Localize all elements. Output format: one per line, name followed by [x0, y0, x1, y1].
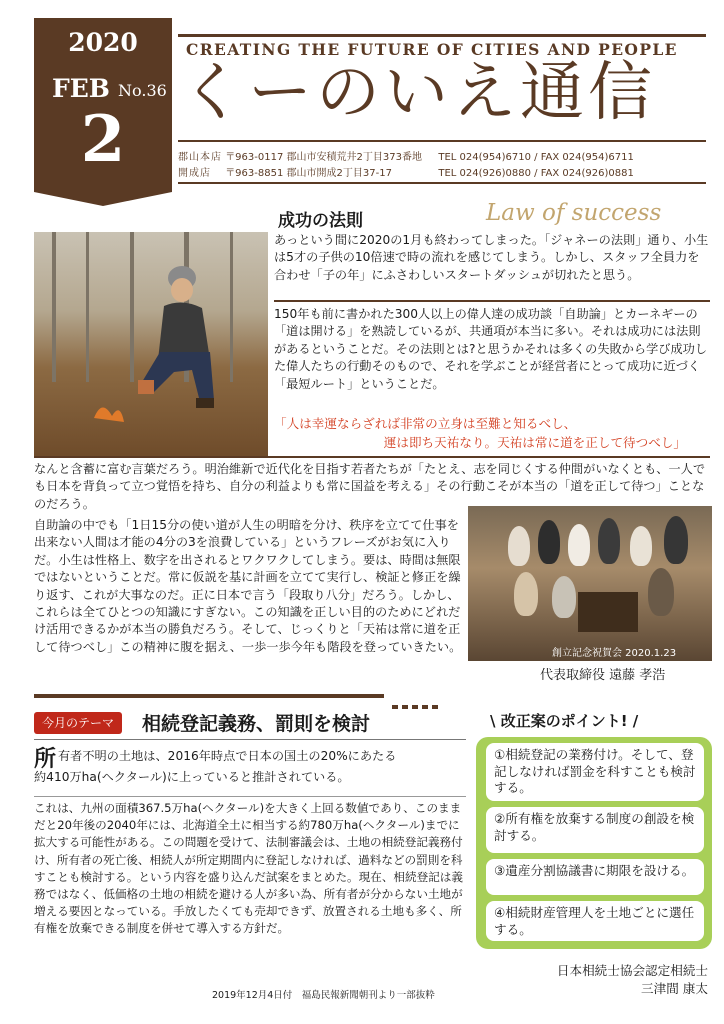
point-item: ④相続財産管理人を土地ごとに選任する。: [486, 901, 704, 941]
forest-photo: [34, 232, 268, 458]
issue-badge: [34, 18, 172, 192]
header-rule-middle: [178, 140, 706, 142]
office-address: 〒963-8851 郡山市開成2丁目37-17: [225, 168, 392, 179]
drop-cap: 所: [34, 747, 57, 772]
signer-credential: 日本相続士協会認定相続士: [556, 963, 708, 978]
section-divider: [34, 456, 710, 458]
lead-line-2: 約410万ha(ヘクタール)に上っていると推計されている。: [34, 770, 350, 784]
seated-man-figure: [34, 232, 268, 458]
point-item: ①相続登記の業務付け。そして、登記しなければ罰金を科すことも検討する。: [486, 743, 704, 801]
article-paragraph-2: 150年も前に書かれた300人以上の偉人達の成功談「自助論」とカーネギーの「道は開ける」を熟読しているが、共通項が本当に多い。それは成功には法則があるということだ。その法則とは?と思うかそれは多くの失敗から学び成功した偉人たちの行動そのもので、それを学ぶことが経営者にとって成功に近づく「最短ルート」ということだ。: [274, 307, 708, 391]
point-item: ②所有権を放棄する制度の創設を検討する。: [486, 807, 704, 853]
header-rule-top: [178, 34, 706, 37]
theme-divider-bar: [34, 694, 384, 698]
section-divider: [274, 300, 710, 302]
office-row-branch: [178, 164, 634, 179]
points-title: \ 改正案のポイント! /: [490, 712, 639, 730]
photo-caption: 創立記念祝賀会 2020.1.23: [552, 648, 677, 659]
theme-divider-dots: [392, 694, 442, 713]
lead-line-1: 有者不明の土地は、2016年時点で日本の国土の20%にあたる: [58, 749, 397, 763]
theme-title: 相続登記義務、罰則を検討: [142, 713, 371, 735]
issue-month-number: 2: [80, 102, 126, 177]
theme-body: これは、九州の面積367.5万ha(ヘクタール)を大きく上回る数値であり、このままだと20年後の2040年には、北海道全土に相当する約780万ha(ヘクタール)までに拡大する可能性がある。この問題を受けて、法制審議会は、土地の相続登記義務付け、所有者の死亡後、相続人が所定期間内に登記しなければ、過料などの罰則を科すことも検討する。という内容を盛り込んだ試案をまとめた。現在、相続登記は義務ではなく、低価格の土地の相続を避ける人が多い為、所有者が分からない土地が増える要因となっている。手放したくても売却できず、放置される土地も多く、所有権を放棄できる制度を併せて導入する方針だ。: [34, 801, 463, 936]
quote-line-1: 「人は幸運ならざれば非常の立身は至難と知るべし、: [274, 416, 577, 431]
signer-name: 三津間 康太: [641, 981, 708, 996]
article-title: 成功の法則: [278, 211, 363, 231]
source-note: 2019年12月4日付 福島民報新聞朝刊より一部抜粋: [212, 990, 435, 1001]
quote-line-2: 運は即ち天祐なり。天祐は常に道を正して待つべし」: [383, 435, 686, 450]
theme-underline: [34, 739, 466, 740]
lead-divider: [34, 796, 466, 797]
issue-year: 2020: [68, 28, 138, 57]
point-item: ③遺産分割協議書に期限を設ける。: [486, 859, 704, 895]
office-address: 〒963-0117 郡山市安積荒井2丁目373番地: [225, 152, 422, 163]
issue-number: No.36: [118, 81, 167, 100]
article-signature: 代表取締役 遠藤 孝浩: [540, 668, 666, 683]
theme-badge: 今月のテーマ: [34, 712, 122, 734]
tagline: CREATING THE FUTURE OF CITIES AND PEOPLE: [186, 40, 678, 59]
article-paragraph-1: あっという間に2020の1月も終わってしまった。「ジャネーの法則」通り、小生は5才の子供の10倍速で時の流れを感じてしまう。しかし、スタッフ全員力を合わせ「子の年」にふさわしいスタートダッシュが切れたと思う。: [274, 233, 709, 282]
office-name: 郡山本店: [178, 152, 222, 163]
office-phone: TEL 024(926)0880 / FAX 024(926)0881: [438, 168, 634, 179]
article-paragraph-3: なんと含蓄に富む言葉だろう。明治維新で近代化を目指す若者たちが「たとえ、志を同じくする仲間がいなくとも、一人でも日本を背負って立つ覚悟を持ち、自分の利益よりも常に国益を考える」その行動こそが本当の「道を正して待つ」ことなのだろう。: [34, 462, 706, 511]
red-quote: [274, 414, 710, 452]
office-row-main: [178, 148, 634, 163]
office-phone: TEL 024(954)6710 / FAX 024(954)6711: [438, 152, 634, 163]
points-signer: [470, 962, 708, 998]
newsletter-logo: くーのいえ通信: [180, 56, 656, 130]
header-rule-bottom: [178, 182, 706, 184]
celebration-photo: [468, 506, 712, 661]
article-paragraph-4: 自助論の中でも「1日15分の使い道が人生の明暗を分け、秩序を立てて仕事を出来ない人間は才能の4分の3を浪費している」というフレーズがお気に入りだ。小生は性格上、数字を出されるとワクワクしてしまう。要は、時間は無限ではないということだ。常に仮説を基に計画を立てて実行し、検証と修正を繰り返す、これが大事なのだ。正に日本で言う「段取り八分」だろう。しかし、これらは全てひとつの知識にすぎない。この知識を正しい目的のためにどれだけ活用できるかが本当の勝負だろう。そして、じっくりと「天祐は常に道を正して待つべし」この精神に腹を据え、一歩一歩今年も階段を登っていきたい。: [34, 518, 462, 654]
office-name: 開成店: [178, 168, 211, 179]
issue-month: FEB: [52, 74, 110, 103]
script-title: Law of success: [486, 200, 662, 226]
